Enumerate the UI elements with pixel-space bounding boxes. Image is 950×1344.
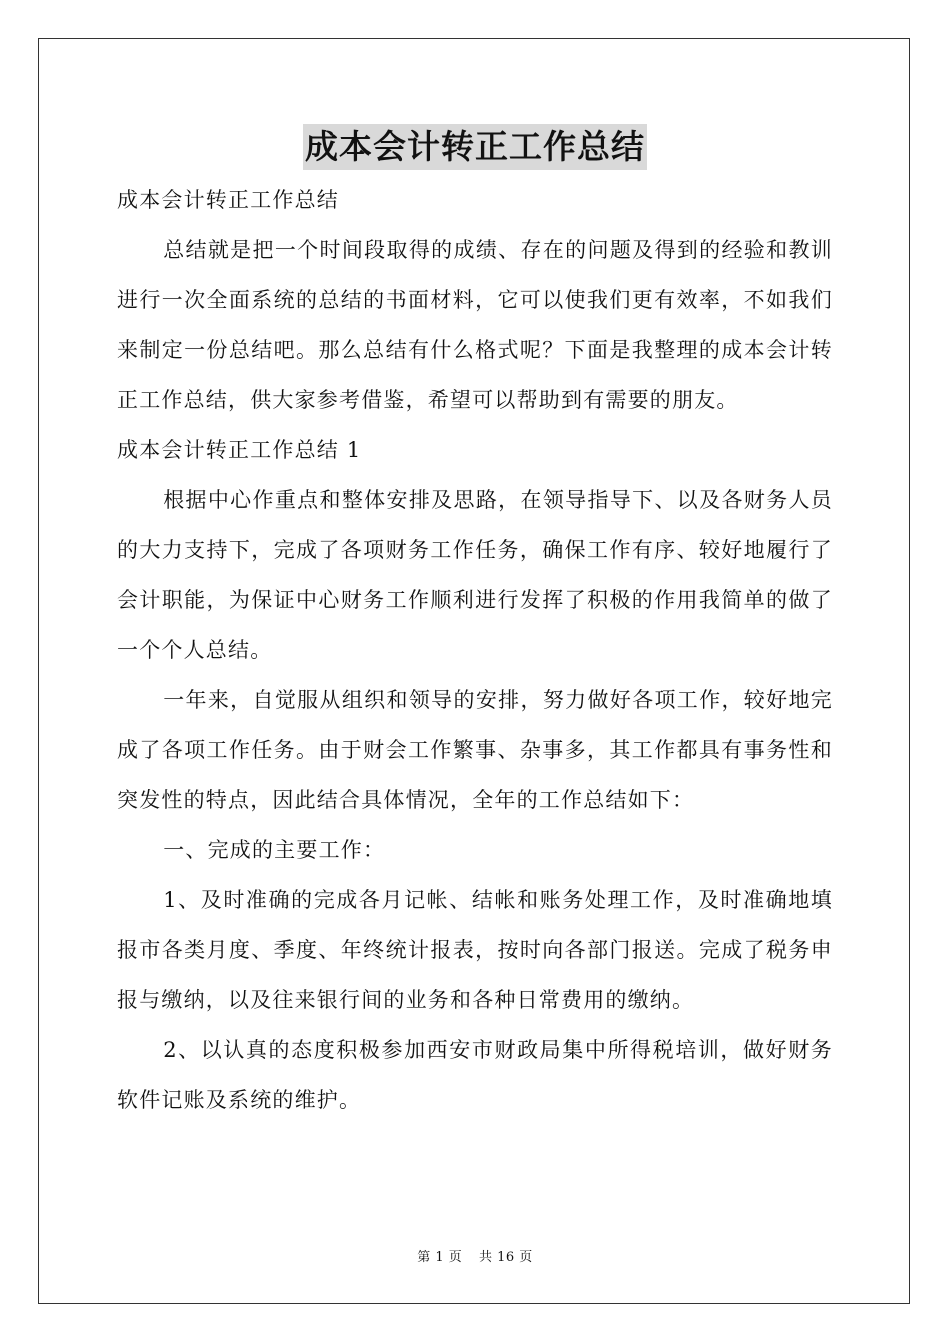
document-title-container [0,124,950,170]
section-heading-1: 成本会计转正工作总结 1 [117,438,362,462]
subheading-main-work: 一、完成的主要工作： [163,838,386,862]
paragraph: 一年来，自觉服从组织和领导的安排，努力做好各项工作，较好地完成了各项工作任务。由于财会工作繁事、杂事多，其工作都具有事务性和突发性的特点，因此结合具体情况，全年的工作总结如下： [117,688,833,812]
document-body [117,175,833,1125]
paragraph-intro: 总结就是把一个时间段取得的成绩、存在的问题及得到的经验和教训进行一次全面系统的总结的书面材料，它可以使我们更有效率，不如我们来制定一份总结吧。那么总结有什么格式呢？下面是我整理的成本会计转正工作总结，供大家参考借鉴，希望可以帮助到有需要的朋友。 [117,238,833,412]
document-title: 成本会计转正工作总结 [303,124,647,170]
page-number-total: 共 16 页 [478,1250,533,1265]
paragraph: 根据中心作重点和整体安排及思路，在领导指导下、以及各财务人员的大力支持下，完成了各项财务工作任务，确保工作有序、较好地履行了会计职能，为保证中心财务工作顺利进行发挥了积极的作用我简单的做了一个个人总结。 [117,488,833,662]
page-footer [0,1246,950,1265]
list-item: 1、及时准确的完成各月记帐、结帐和账务处理工作，及时准确地填报市各类月度、季度、年终统计报表，按时向各部门报送。完成了税务申报与缴纳，以及往来银行间的业务和各种日常费用的缴纳。 [117,888,833,1012]
page-number-current: 第 1 页 [417,1250,463,1265]
list-item: 2、以认真的态度积极参加西安市财政局集中所得税培训，做好财务软件记账及系统的维护。 [117,1038,833,1112]
paragraph-heading: 成本会计转正工作总结 [117,188,339,212]
